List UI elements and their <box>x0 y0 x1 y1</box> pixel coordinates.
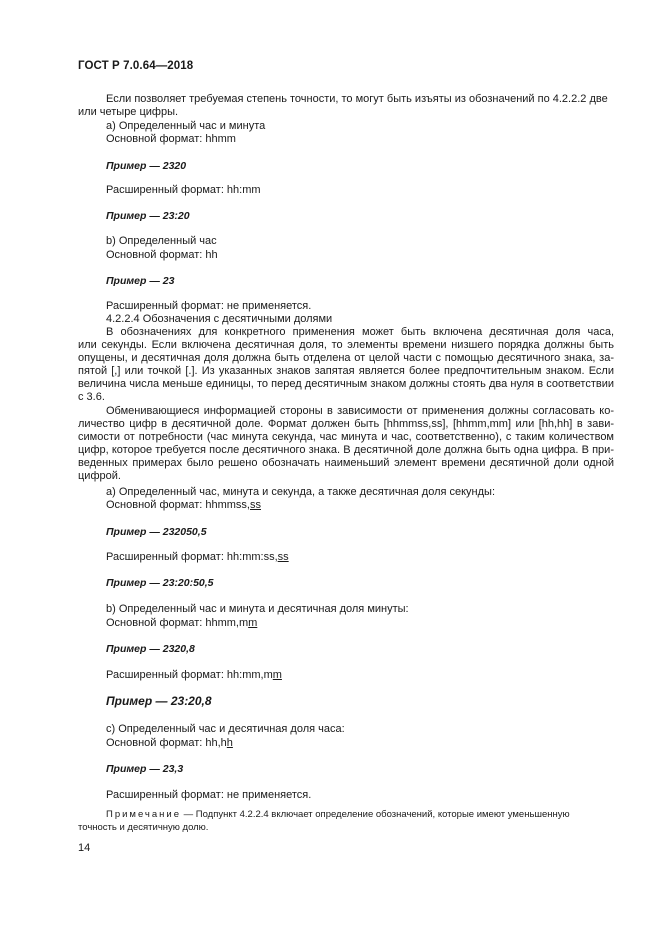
list-item-label: а) Определенный час, минута и секунда, а также десятичная доля секунды: <box>106 486 496 498</box>
format-line: Расширенный формат: hh:mm <box>106 184 261 196</box>
paragraph-line: опущены, и десятичная доля должна быть отделена от целой части с помощью десятичного знака, за- <box>78 352 614 364</box>
note-line: Примечание — Подпункт 4.2.2.4 включает определение обозначений, которые имеют уменьшенную <box>106 809 570 820</box>
paragraph-line: или секунды. Если включена десятичная доля, то элементы времени низшего порядка должны быть <box>78 339 614 351</box>
example-line: Пример — 23:20 <box>106 210 190 222</box>
list-item-label: а) Определенный час и минута <box>106 120 266 132</box>
example-line: Пример — 2320,8 <box>106 643 195 655</box>
example-line: Пример — 232050,5 <box>106 526 207 538</box>
paragraph-line: цифрой. <box>78 470 121 482</box>
format-line: Расширенный формат: hh:mm:ss,ss <box>106 551 289 563</box>
section-title: 4.2.2.4 Обозначения с десятичными долями <box>106 313 333 325</box>
example-line: Пример — 23:20,8 <box>106 694 212 708</box>
example-line: Пример — 23:20:50,5 <box>106 577 214 589</box>
note-label: Примечание <box>106 809 181 820</box>
paragraph-line: В обозначениях для конкретного применения может быть включена десятичная доля часа, <box>106 326 614 338</box>
example-line: Пример — 23 <box>106 275 175 287</box>
format-line: Расширенный формат: не применяется. <box>106 300 312 312</box>
list-item-label: b) Определенный час <box>106 235 217 247</box>
list-item-label: b) Определенный час и минута и десятичная доля минуты: <box>106 603 409 615</box>
format-line: Основной формат: hhmm,mm <box>106 617 258 629</box>
example-line: Пример — 2320 <box>106 160 187 172</box>
list-item-label: с) Определенный час и десятичная доля часа: <box>106 723 345 735</box>
underlined-fraction: h <box>226 737 233 749</box>
paragraph-line: личество цифр в десятичной доле. Формат должен быть [hhmmss,ss], [hhmm,mm] или [hh,hh] в зави- <box>78 418 614 430</box>
example-line: Пример — 23,3 <box>106 763 184 775</box>
paragraph-line: пятой [,] или точкой [.]. Из указанных знаков запятая является более предпочтительным знаком. Если <box>78 365 614 377</box>
underlined-fraction: ss <box>277 551 289 563</box>
format-line: Основной формат: hhmmss,ss <box>106 499 261 511</box>
underlined-fraction: m <box>272 669 282 681</box>
format-line: Основной формат: hh <box>106 249 218 261</box>
paragraph-line: или четыре цифры. <box>78 106 179 118</box>
document-header: ГОСТ Р 7.0.64—2018 <box>78 60 194 72</box>
format-line: Расширенный формат: не применяется. <box>106 789 312 801</box>
paragraph-line: веденных примерах было решено обозначать наименьший элемент времени десятичной доли одной <box>78 457 614 469</box>
paragraph-line: Обменивающиеся информацией стороны в зависимости от применения должны согласовать ко- <box>106 405 614 417</box>
format-line: Основной формат: hhmm <box>106 133 236 145</box>
underlined-fraction: m <box>248 617 258 629</box>
paragraph-line: цифр, которое требуется после десятичного знака. В десятичной доле должна быть одна цифра. В при- <box>78 444 614 456</box>
paragraph-line: симости от потребности (час минута секунда, час минута и час, соответственно), с таким количеством <box>78 431 614 443</box>
underlined-fraction: ss <box>249 499 261 511</box>
paragraph-line: с 3.6. <box>78 391 105 403</box>
paragraph-line: величина числа меньше единицы, то перед десятичным знаком должны стоять два нуля в соответствии <box>78 378 614 390</box>
format-line: Основной формат: hh,hh <box>106 737 233 749</box>
paragraph-line: Если позволяет требуемая степень точности, то могут быть изъяты из обозначений по 4.2.2.2 две <box>106 93 608 105</box>
note-line: точность и десятичную долю. <box>78 822 209 833</box>
page-number: 14 <box>78 842 91 854</box>
format-line: Расширенный формат: hh:mm,mm <box>106 669 282 681</box>
